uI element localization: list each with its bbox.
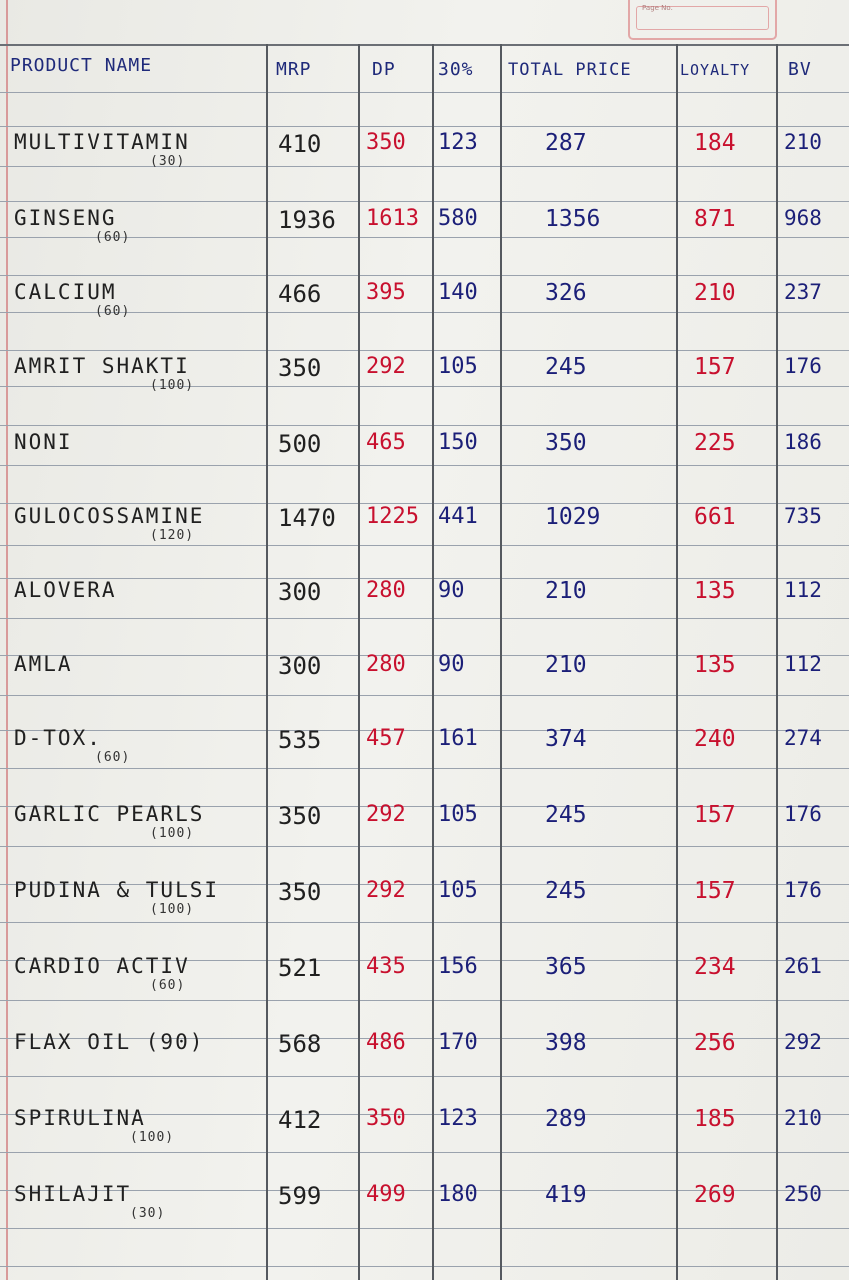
product-quantity: (60) <box>150 978 186 993</box>
dp-value: 1225 <box>366 504 419 529</box>
table-row <box>0 280 849 338</box>
ruled-line <box>0 1266 849 1267</box>
total-price-value: 245 <box>545 354 587 380</box>
product-quantity: (100) <box>130 1130 175 1145</box>
total-price-value: 287 <box>545 130 587 156</box>
percent-value: 105 <box>438 802 478 827</box>
table-row <box>0 1106 849 1164</box>
loyalty-value: 269 <box>694 1182 736 1208</box>
percent-value: 90 <box>438 652 465 677</box>
mrp-value: 350 <box>278 354 322 382</box>
total-price-value: 210 <box>545 652 587 678</box>
dp-value: 350 <box>366 1106 406 1131</box>
bv-value: 261 <box>784 954 822 978</box>
bv-value: 210 <box>784 130 822 154</box>
product-name: AMLA <box>14 652 73 676</box>
bv-value: 176 <box>784 802 822 826</box>
bv-value: 112 <box>784 578 822 602</box>
dp-value: 486 <box>366 1030 406 1055</box>
bv-value: 250 <box>784 1182 822 1206</box>
loyalty-value: 157 <box>694 354 736 380</box>
margin-line <box>6 0 8 1280</box>
header-loyalty: LOYALTY <box>680 61 751 79</box>
loyalty-value: 871 <box>694 206 736 232</box>
bv-value: 186 <box>784 430 822 454</box>
total-price-value: 210 <box>545 578 587 604</box>
loyalty-value: 234 <box>694 954 736 980</box>
total-price-value: 1029 <box>545 504 601 530</box>
table-row <box>0 878 849 936</box>
mrp-value: 1936 <box>278 206 336 234</box>
dp-value: 435 <box>366 954 406 979</box>
dp-value: 292 <box>366 878 406 903</box>
ruled-line <box>0 275 849 276</box>
product-name: D-TOX. <box>14 726 102 750</box>
dp-value: 292 <box>366 354 406 379</box>
product-quantity: (60) <box>95 750 131 765</box>
table-row <box>0 1030 849 1088</box>
bv-value: 176 <box>784 878 822 902</box>
mrp-value: 599 <box>278 1182 322 1210</box>
product-name: CALCIUM <box>14 280 117 304</box>
product-name: CARDIO ACTIV <box>14 954 190 978</box>
bv-value: 237 <box>784 280 822 304</box>
header-product-name: PRODUCT NAME <box>10 55 153 76</box>
loyalty-value: 135 <box>694 578 736 604</box>
loyalty-value: 157 <box>694 802 736 828</box>
bv-value: 176 <box>784 354 822 378</box>
bv-value: 274 <box>784 726 822 750</box>
page-number-box <box>628 0 777 40</box>
percent-value: 180 <box>438 1182 478 1207</box>
total-price-value: 374 <box>545 726 587 752</box>
product-name: GINSENG <box>14 206 117 230</box>
table-row <box>0 206 849 264</box>
total-price-value: 1356 <box>545 206 601 232</box>
product-quantity: (120) <box>150 528 195 543</box>
product-name: GULOCOSSAMINE <box>14 504 205 528</box>
mrp-value: 500 <box>278 430 322 458</box>
loyalty-value: 661 <box>694 504 736 530</box>
product-quantity: (30) <box>130 1206 166 1221</box>
product-name: SHILAJIT <box>14 1182 132 1206</box>
mrp-value: 350 <box>278 802 322 830</box>
percent-value: 156 <box>438 954 478 979</box>
ruled-line <box>0 126 849 127</box>
dp-value: 280 <box>366 578 406 603</box>
table-row <box>0 578 849 636</box>
loyalty-value: 210 <box>694 280 736 306</box>
mrp-value: 568 <box>278 1030 322 1058</box>
mrp-value: 466 <box>278 280 322 308</box>
total-price-value: 398 <box>545 1030 587 1056</box>
dp-value: 1613 <box>366 206 419 231</box>
table-row <box>0 802 849 860</box>
product-name: FLAX OIL (90) <box>14 1030 205 1054</box>
table-row <box>0 726 849 784</box>
product-quantity: (60) <box>95 304 131 319</box>
dp-value: 350 <box>366 130 406 155</box>
product-name: PUDINA & TULSI <box>14 878 220 902</box>
page-number-label: Page No. <box>642 4 673 12</box>
dp-value: 457 <box>366 726 406 751</box>
table-row <box>0 1182 849 1240</box>
bv-value: 292 <box>784 1030 822 1054</box>
table-row <box>0 954 849 1012</box>
header-percent: 30% <box>438 59 474 80</box>
total-price-value: 350 <box>545 430 587 456</box>
loyalty-value: 185 <box>694 1106 736 1132</box>
dp-value: 292 <box>366 802 406 827</box>
mrp-value: 412 <box>278 1106 322 1134</box>
ruled-line <box>0 350 849 351</box>
ruled-line <box>0 425 849 426</box>
dp-value: 465 <box>366 430 406 455</box>
product-quantity: (60) <box>95 230 131 245</box>
mrp-value: 350 <box>278 878 322 906</box>
percent-value: 150 <box>438 430 478 455</box>
percent-value: 170 <box>438 1030 478 1055</box>
loyalty-value: 225 <box>694 430 736 456</box>
mrp-value: 1470 <box>278 504 336 532</box>
product-quantity: (30) <box>150 154 186 169</box>
table-row <box>0 652 849 710</box>
bv-value: 735 <box>784 504 822 528</box>
mrp-value: 410 <box>278 130 322 158</box>
total-price-value: 419 <box>545 1182 587 1208</box>
percent-value: 123 <box>438 1106 478 1131</box>
product-name: GARLIC PEARLS <box>14 802 205 826</box>
product-name: NONI <box>14 430 73 454</box>
total-price-value: 245 <box>545 802 587 828</box>
table-row <box>0 430 849 488</box>
table-row <box>0 130 849 188</box>
header-total-price: TOTAL PRICE <box>508 60 632 80</box>
total-price-value: 365 <box>545 954 587 980</box>
mrp-value: 300 <box>278 652 322 680</box>
header-bv: BV <box>788 59 812 80</box>
percent-value: 105 <box>438 878 478 903</box>
percent-value: 123 <box>438 130 478 155</box>
bv-value: 210 <box>784 1106 822 1130</box>
bv-value: 112 <box>784 652 822 676</box>
dp-value: 499 <box>366 1182 406 1207</box>
loyalty-value: 135 <box>694 652 736 678</box>
ruled-line <box>0 92 849 93</box>
percent-value: 161 <box>438 726 478 751</box>
total-price-value: 245 <box>545 878 587 904</box>
loyalty-value: 184 <box>694 130 736 156</box>
header-mrp: MRP <box>276 59 312 80</box>
bv-value: 968 <box>784 206 822 230</box>
total-price-value: 326 <box>545 280 587 306</box>
percent-value: 580 <box>438 206 478 231</box>
product-quantity: (100) <box>150 826 195 841</box>
percent-value: 441 <box>438 504 478 529</box>
header-dp: DP <box>372 59 396 80</box>
mrp-value: 535 <box>278 726 322 754</box>
percent-value: 90 <box>438 578 465 603</box>
table-row <box>0 354 849 412</box>
loyalty-value: 240 <box>694 726 736 752</box>
product-name: SPIRULINA <box>14 1106 146 1130</box>
loyalty-value: 157 <box>694 878 736 904</box>
product-quantity: (100) <box>150 902 195 917</box>
product-name: AMRIT SHAKTI <box>14 354 190 378</box>
percent-value: 140 <box>438 280 478 305</box>
product-name: MULTIVITAMIN <box>14 130 190 154</box>
loyalty-value: 256 <box>694 1030 736 1056</box>
total-price-value: 289 <box>545 1106 587 1132</box>
product-name: ALOVERA <box>14 578 117 602</box>
ruled-line <box>0 201 849 202</box>
mrp-value: 521 <box>278 954 322 982</box>
percent-value: 105 <box>438 354 478 379</box>
mrp-value: 300 <box>278 578 322 606</box>
dp-value: 395 <box>366 280 406 305</box>
table-row <box>0 504 849 562</box>
product-quantity: (100) <box>150 378 195 393</box>
dp-value: 280 <box>366 652 406 677</box>
